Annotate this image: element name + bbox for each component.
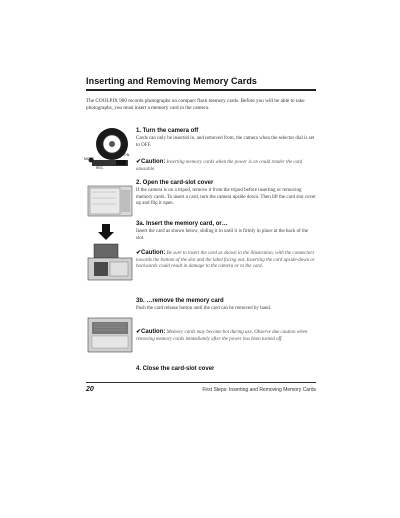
step-2-body: If the camera is on a tripod, remove it from the tripod before inserting or removing memory cards. To insert a card, turn the camera upside down. Then lift the card slot cover up and flip it open. <box>136 188 316 207</box>
step-3a-body: Insert the card as shown below, sliding it in until it is firmly in place at the back of the slot. <box>136 229 309 241</box>
title-rule <box>86 89 316 91</box>
step-1 <box>136 128 316 149</box>
intro-paragraph: The COOLPIX 900 records photographs on compact flash memory cards. Before you will be able to take photographs, you must insert a memory card in the camera. <box>86 98 305 111</box>
step-4 <box>136 366 316 372</box>
caution-2-label: ✔Caution: <box>136 250 166 256</box>
step-1-heading: 1. Turn the camera off <box>136 128 199 134</box>
dial-rec-label: REC <box>96 166 104 170</box>
selector-dial-illustration <box>86 124 134 181</box>
footer-rule <box>86 382 316 383</box>
page-number: 20 <box>86 386 94 393</box>
step-4-heading: 4. Close the card-slot cover <box>136 366 215 372</box>
dial-mode-label: MODE <box>84 157 95 161</box>
dial-on-label: ON <box>124 153 130 157</box>
caution-1 <box>136 159 316 173</box>
manual-page <box>86 66 316 400</box>
step-3b-body: Push the card release button until the card can be removed by hand. <box>136 306 272 311</box>
step-2-heading: 2. Open the card-slot cover <box>136 180 214 186</box>
step-3a <box>136 221 316 242</box>
page-title: Inserting and Removing Memory Cards <box>86 76 258 86</box>
caution-2 <box>136 250 316 271</box>
caution-2-text: Be sure to insert the card as shown in the illustration, with the connectors towards the bottom of the slot and the label facing out. Inserting the card upside-down or backwards could result in damage to the camera or to the card. <box>136 251 315 270</box>
caution-3-text: Memory cards may become hot during use. Observe due caution when removing memory cards immediately after the power has been turned off. <box>136 330 308 342</box>
insert-card-illustration <box>86 224 134 287</box>
caution-3 <box>136 329 316 343</box>
caution-1-text: Inserting memory cards when the power is on could render the card unusable. <box>136 160 303 172</box>
step-3b-heading: 3b. …remove the memory card <box>136 298 224 304</box>
step-1-body: Cards can only be inserted in, and removed from, the camera when the selector dial is set to OFF. <box>136 136 315 148</box>
step-3a-heading: 3a. Insert the memory card, or… <box>136 221 228 227</box>
remove-card-illustration <box>86 316 134 361</box>
card-slot-cover-illustration <box>86 182 134 223</box>
step-3b <box>136 298 316 313</box>
caution-3-label: ✔Caution: <box>136 329 166 335</box>
running-head: First Steps: Inserting and Removing Memory Cards <box>202 387 316 393</box>
step-2 <box>136 180 316 208</box>
caution-1-label: ✔Caution: <box>136 159 166 165</box>
